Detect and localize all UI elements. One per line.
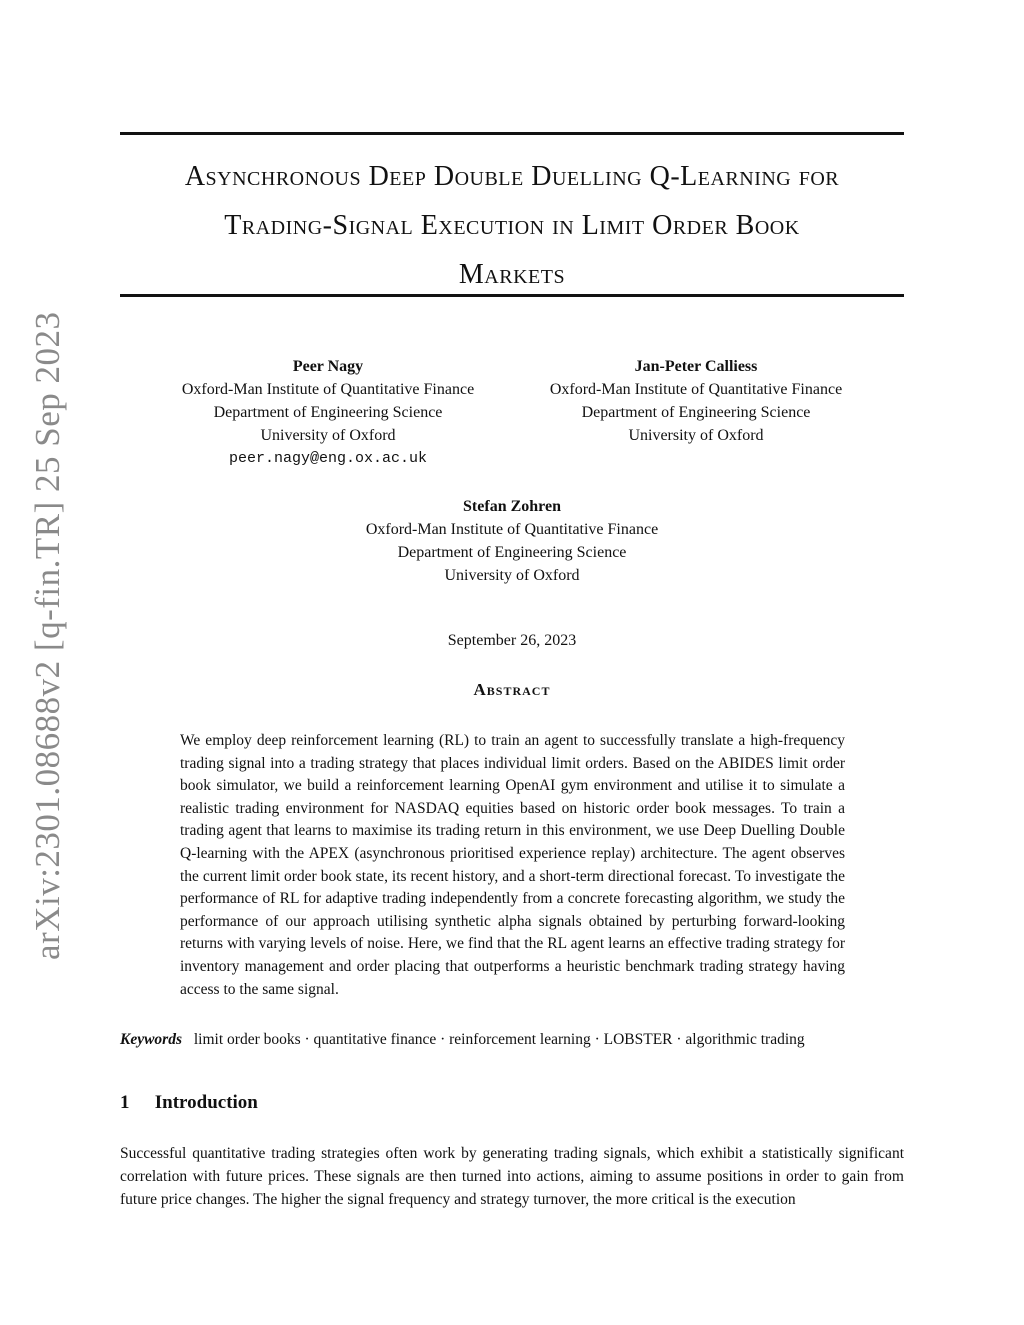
keywords-line bbox=[120, 1031, 910, 1049]
author-affiliation: Department of Engineering Science bbox=[213, 404, 443, 421]
title-line: Asynchronous Deep Double Duelling Q-Learning for bbox=[184, 161, 840, 192]
arxiv-stamp: arXiv:2301.08688v2 [q-fin.TR] 25 Sep 2023 bbox=[28, 311, 67, 960]
section-heading bbox=[120, 1092, 258, 1114]
author-affiliation: University of Oxford bbox=[444, 567, 580, 584]
abstract-text: We employ deep reinforcement learning (RL) to train an agent to successfully translate a high-frequency trading signal into a trading strategy that places individual limit orders. Based on the ABIDES limit order book simulator, we build a reinforcement learning OpenAI gym environment and utilise it to simulate a realistic trading environment for NASDAQ equities based on historic order book messages. To train a trading agent that learns to maximise its trading return in this environment, we use Deep Duelling Double Q-learning with the APEX (asynchronous prioritised experience replay) architecture. The agent observes the current limit order book state, its recent history, and a short-term directional forecast. To investigate the performance of RL for adaptive trading independently from a concrete forecasting algorithm, we study the performance of our approach utilising synthetic alpha signals obtained by perturbing forward-looking returns with varying levels of noise. Here, we find that the RL agent learns an effective trading strategy for inventory management and order placing that outperforms a heuristic benchmark trading strategy having access to the same signal. bbox=[180, 732, 845, 998]
author-name: Peer Nagy bbox=[292, 358, 364, 375]
author-affiliation: Oxford-Man Institute of Quantitative Finance bbox=[181, 381, 475, 398]
section-title: Introduction bbox=[154, 1092, 258, 1113]
title-rule-top bbox=[120, 132, 904, 135]
author-block-3 bbox=[312, 495, 712, 587]
author-affiliation: Oxford-Man Institute of Quantitative Finance bbox=[365, 521, 659, 538]
title-rule-bottom bbox=[120, 294, 904, 297]
author-affiliation: Department of Engineering Science bbox=[581, 404, 811, 421]
author-affiliation: Department of Engineering Science bbox=[397, 544, 627, 561]
paper-title bbox=[120, 152, 904, 299]
keywords-label: Keywords bbox=[120, 1031, 182, 1048]
title-line: Markets bbox=[458, 259, 566, 290]
author-affiliation: University of Oxford bbox=[260, 427, 396, 444]
abstract-heading: Abstract bbox=[473, 680, 551, 699]
author-block-1 bbox=[160, 355, 496, 470]
section-number: 1 bbox=[120, 1092, 130, 1113]
title-line: Trading-Signal Execution in Limit Order Book bbox=[224, 210, 800, 241]
keywords-text: limit order books · quantitative finance · reinforcement learning · LOBSTER · algorithmic trading bbox=[193, 1031, 805, 1048]
publication-date: September 26, 2023 bbox=[447, 632, 577, 649]
author-email[interactable]: peer.nagy@eng.ox.ac.uk bbox=[228, 450, 428, 467]
author-affiliation: University of Oxford bbox=[628, 427, 764, 444]
author-block-2 bbox=[528, 355, 864, 447]
author-name: Stefan Zohren bbox=[463, 498, 561, 515]
section-body-text: Successful quantitative trading strategies often work by generating trading signals, which exhibit a statistically significant correlation with future prices. These signals are then turned into actions, aiming to assume positions in order to gain from future price changes. The higher the signal frequency and strategy turnover, the more critical is the execution bbox=[120, 1145, 904, 1208]
author-name: Jan-Peter Calliess bbox=[634, 358, 758, 375]
author-affiliation: Oxford-Man Institute of Quantitative Finance bbox=[549, 381, 843, 398]
